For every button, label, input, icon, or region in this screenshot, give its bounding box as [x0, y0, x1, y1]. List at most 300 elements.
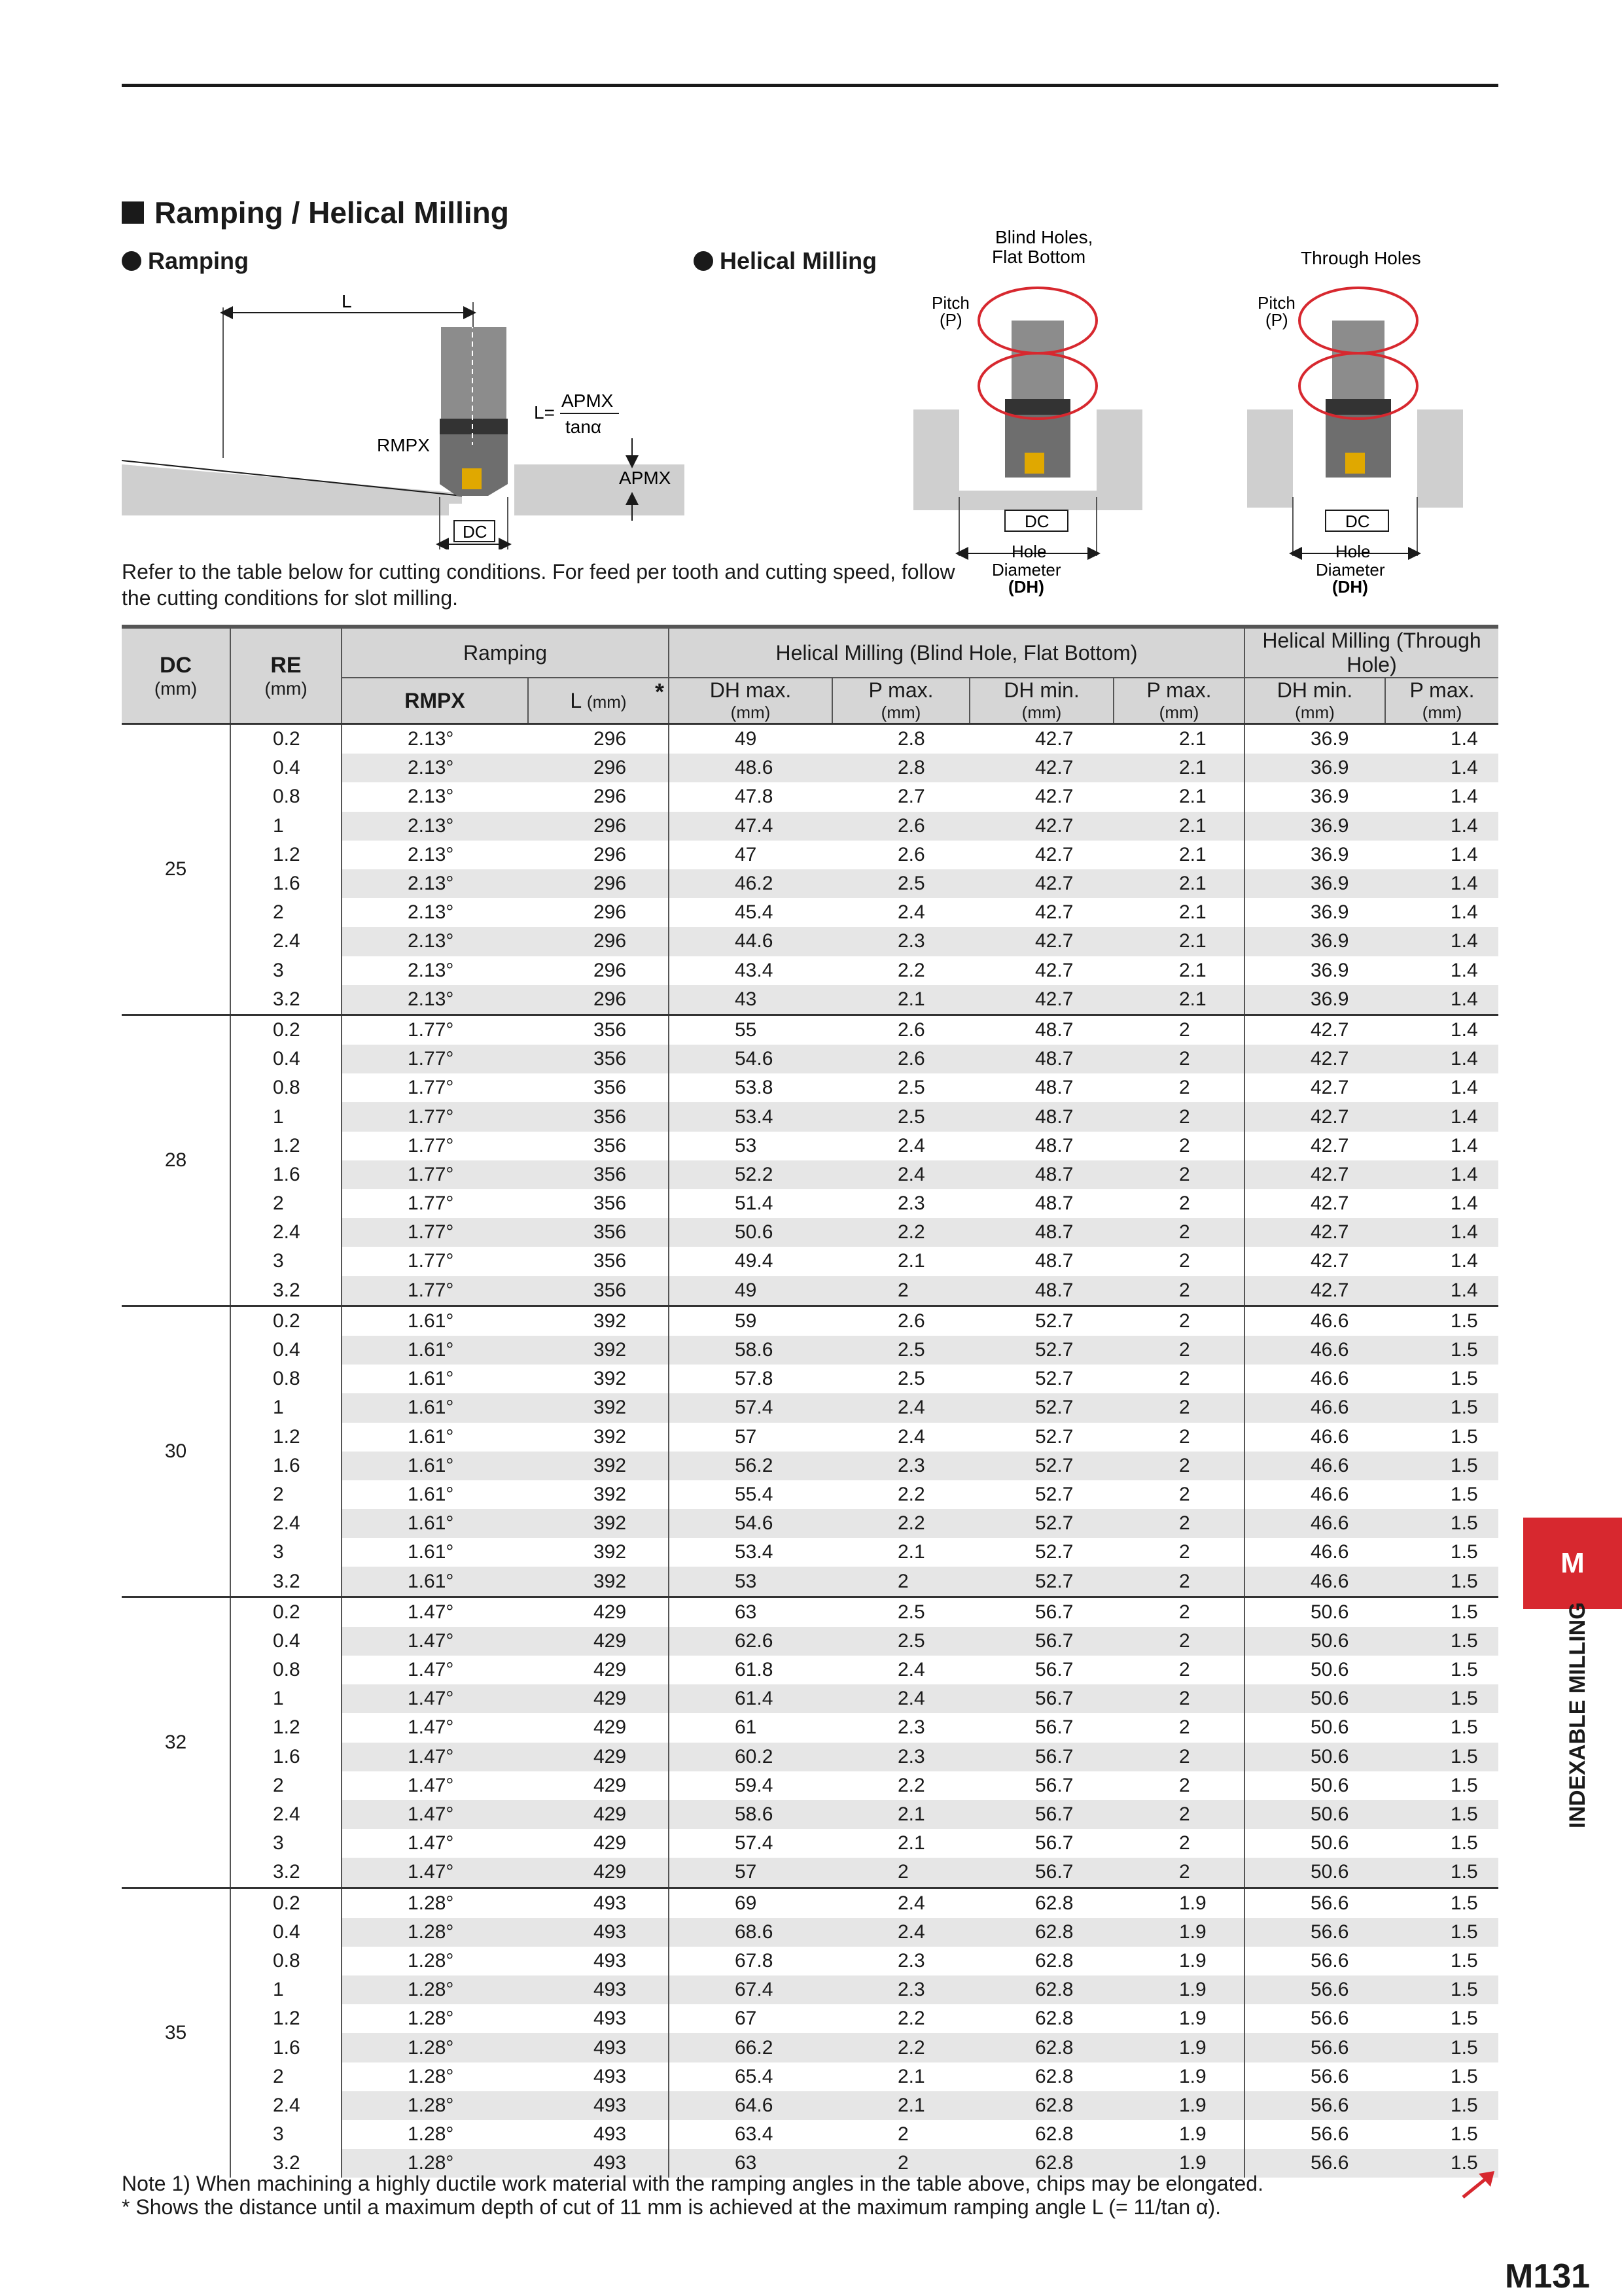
value-cell: 48.7: [970, 1160, 1114, 1189]
table-row: [122, 1713, 1498, 1742]
value-cell: 2: [1114, 1132, 1244, 1160]
value-cell: 52.7: [970, 1393, 1114, 1422]
re-cell: 3: [230, 956, 342, 985]
value-cell: 2.1: [832, 1800, 970, 1829]
table-row: [122, 782, 1498, 811]
value-cell: 51.4: [735, 1192, 773, 1215]
value-cell: 493: [528, 2004, 669, 2033]
value-cell: 46.6: [1311, 1425, 1349, 1448]
value-cell: 1.4: [1451, 843, 1478, 865]
value-cell: 356: [528, 1073, 669, 1102]
section-title-text: Ramping / Helical Milling: [154, 196, 509, 230]
value-cell: 42.7: [1311, 1250, 1349, 1272]
value-cell: 59: [669, 1306, 832, 1336]
value-cell: 46.6: [1244, 1336, 1385, 1365]
value-cell: 53.8: [735, 1077, 773, 1099]
value-cell: 52.7: [1035, 1483, 1074, 1505]
value-cell: 1.5: [1385, 2091, 1498, 2120]
milling-cutter-icon: [1005, 321, 1070, 478]
value-cell: 2.3: [832, 1975, 970, 2004]
value-cell: 493: [528, 1975, 669, 2004]
table-row: [122, 1218, 1498, 1247]
value-cell: 392: [528, 1538, 669, 1567]
table-row: [122, 2062, 1498, 2091]
table-row: [122, 1247, 1498, 1276]
through-title: Through Holes: [1301, 248, 1421, 268]
value-cell: 493: [528, 2149, 669, 2178]
value-cell: 1.77°: [408, 1192, 454, 1215]
value-cell: 2: [1114, 1656, 1244, 1684]
value-cell: 2.2: [832, 1218, 970, 1247]
ramping-diagram: [122, 288, 684, 549]
value-cell: 2.4: [832, 1393, 970, 1422]
table-row: [122, 2033, 1498, 2062]
value-cell: 2.1: [1114, 724, 1244, 754]
value-cell: 2: [1114, 1218, 1244, 1247]
value-cell: 2: [1114, 1713, 1244, 1742]
value-cell: 2.4: [898, 1134, 925, 1157]
value-cell: 56.6: [1311, 2123, 1349, 2146]
value-cell: 1.5: [1451, 1425, 1478, 1448]
table-row: [122, 754, 1498, 782]
table-row: [122, 985, 1498, 1015]
value-cell: 2.5: [898, 1368, 925, 1390]
re-cell: 1.6: [230, 1160, 342, 1189]
value-cell: 2.1: [1114, 869, 1244, 898]
value-cell: 1.4: [1451, 901, 1478, 924]
value-cell: 1.5: [1451, 2065, 1478, 2087]
table-row: [122, 812, 1498, 841]
value-cell: 493: [528, 2062, 669, 2091]
table-row: [122, 1771, 1498, 1800]
value-cell: 49: [735, 728, 757, 750]
value-cell: 63: [669, 2149, 832, 2178]
value-cell: 2.7: [898, 786, 925, 808]
value-cell: 1.5: [1385, 2033, 1498, 2062]
value-cell: 56.7: [970, 1627, 1114, 1656]
re-cell: 2: [230, 898, 342, 927]
dc-cell: 28: [122, 1015, 230, 1306]
value-cell: 1.5: [1385, 1336, 1498, 1365]
table-row: [122, 1567, 1498, 1597]
table-row: [122, 1743, 1498, 1771]
re-cell: 2: [230, 2062, 342, 2091]
pitch-label: Pitch: [932, 293, 970, 313]
value-cell: 296: [528, 754, 669, 782]
value-cell: 2.1: [1114, 985, 1244, 1015]
value-cell: 1.47°: [342, 1858, 528, 1888]
value-cell: 2: [1114, 1045, 1244, 1073]
table-row: [122, 869, 1498, 898]
value-cell: 493: [528, 1947, 669, 1975]
value-cell: 50.6: [1311, 1832, 1349, 1854]
value-cell: 392: [528, 1567, 669, 1597]
value-cell: 36.9: [1311, 786, 1349, 808]
value-cell: 1.28°: [408, 2008, 454, 2030]
hole-label-1: Hole: [1012, 542, 1047, 561]
value-cell: 1.9: [1114, 2120, 1244, 2149]
value-cell: 54.6: [669, 1509, 832, 1538]
section-tab-m: M: [1523, 1518, 1622, 1609]
value-cell: 45.4: [735, 901, 773, 924]
value-cell: 2: [1114, 1800, 1244, 1829]
value-cell: 42.7: [1035, 728, 1074, 750]
value-cell: 42.7: [1311, 1192, 1349, 1215]
value-cell: 1.9: [1114, 1888, 1244, 1918]
value-cell: 42.7: [1244, 1276, 1385, 1306]
table-row: [122, 2120, 1498, 2149]
dc-cell: 35: [122, 1888, 230, 2178]
value-cell: 1.77°: [408, 1250, 454, 1272]
hole-label-2: Diameter: [992, 560, 1061, 580]
value-cell: 429: [528, 1597, 669, 1627]
table-row: [122, 1276, 1498, 1306]
value-cell: 2.2: [898, 1483, 925, 1505]
value-cell: 56.7: [1035, 1716, 1074, 1739]
value-cell: 2.1: [898, 1541, 925, 1563]
value-cell: 1.5: [1385, 2149, 1498, 2178]
re-cell: 1.6: [230, 869, 342, 898]
value-cell: 62.8: [970, 1888, 1114, 1918]
formula-denominator: tanα: [565, 417, 602, 437]
re-cell: 0.4: [230, 1336, 342, 1365]
value-cell: 1.5: [1385, 1888, 1498, 1918]
value-cell: 1.47°: [342, 1743, 528, 1771]
value-cell: 2.13°: [408, 959, 454, 981]
value-cell: 1.4: [1385, 1045, 1498, 1073]
subheading-ramping-text: Ramping: [148, 247, 249, 274]
value-cell: 2: [832, 2149, 970, 2178]
value-cell: 67.4: [669, 1975, 832, 2004]
value-cell: 1.5: [1451, 1483, 1478, 1505]
table-row: [122, 1073, 1498, 1102]
value-cell: 2.1: [1114, 754, 1244, 782]
header-rmpx: RMPX: [342, 678, 528, 724]
table-row: [122, 1800, 1498, 1829]
value-cell: 62.8: [970, 2033, 1114, 2062]
value-cell: 42.7: [970, 869, 1114, 898]
table-row: [122, 2004, 1498, 2033]
value-cell: 2.13°: [408, 843, 454, 865]
value-cell: 2.5: [832, 1336, 970, 1365]
value-cell: 2: [1114, 1160, 1244, 1189]
value-cell: 1.5: [1385, 1306, 1498, 1336]
value-cell: 2.2: [832, 1509, 970, 1538]
value-cell: 2: [1114, 1597, 1244, 1627]
value-cell: 2.5: [898, 1077, 925, 1099]
value-cell: 59.4: [735, 1774, 773, 1796]
value-cell: 2: [832, 1276, 970, 1306]
value-cell: 2.2: [898, 959, 925, 981]
table-row: [122, 1538, 1498, 1567]
header-p-max-blind-2: P max. (mm): [1114, 678, 1244, 724]
value-cell: 1.77°: [342, 1160, 528, 1189]
value-cell: 52.7: [970, 1336, 1114, 1365]
value-cell: 2: [1114, 1423, 1244, 1452]
value-cell: 2.2: [898, 1774, 925, 1796]
value-cell: 2: [1114, 1743, 1244, 1771]
value-cell: 1.5: [1451, 1949, 1478, 1972]
value-cell: 2.4: [832, 1160, 970, 1189]
value-cell: 53.4: [735, 1541, 773, 1563]
table-row: [122, 1160, 1498, 1189]
value-cell: 1.47°: [342, 1627, 528, 1656]
value-cell: 36.9: [1244, 869, 1385, 898]
value-cell: 1.61°: [408, 1541, 454, 1563]
value-cell: 1.4: [1385, 985, 1498, 1015]
value-cell: 2.1: [1114, 927, 1244, 956]
value-cell: 1.28°: [408, 1949, 454, 1972]
value-cell: 2.3: [898, 1192, 925, 1215]
value-cell: 44.6: [669, 927, 832, 956]
value-cell: 61.4: [669, 1684, 832, 1713]
value-cell: 2.6: [832, 1045, 970, 1073]
value-cell: 2.6: [832, 1306, 970, 1336]
value-cell: 50.6: [1244, 1597, 1385, 1627]
table-row: [122, 1597, 1498, 1627]
value-cell: 2.3: [832, 1452, 970, 1480]
value-cell: 2.1: [898, 2065, 925, 2087]
value-cell: 1.61°: [408, 1483, 454, 1505]
value-cell: 2.13°: [342, 985, 528, 1015]
value-cell: 62.8: [1035, 2065, 1074, 2087]
value-cell: 52.7: [1035, 1425, 1074, 1448]
value-cell: 2.1: [1114, 841, 1244, 869]
value-cell: 57: [735, 1425, 757, 1448]
value-cell: 42.7: [970, 754, 1114, 782]
subheading-ramping: [122, 247, 249, 275]
asterisk-mark: *: [654, 678, 664, 705]
table-row: [122, 2091, 1498, 2120]
value-cell: 1.47°: [342, 1800, 528, 1829]
value-cell: 62.8: [970, 1975, 1114, 2004]
value-cell: 48.6: [669, 754, 832, 782]
value-cell: 2.4: [898, 1659, 925, 1681]
subheading-helical-text: Helical Milling: [720, 247, 877, 274]
value-cell: 42.7: [1311, 1134, 1349, 1157]
label-RMPX: RMPX: [377, 435, 430, 455]
hole-label-3: (DH): [1332, 577, 1368, 597]
value-cell: 69: [669, 1888, 832, 1918]
value-cell: 46.6: [1311, 1541, 1349, 1563]
value-cell: 50.6: [1244, 1684, 1385, 1713]
value-cell: 36.9: [1244, 985, 1385, 1015]
note-2: * Shows the distance until a maximum depth of cut of 11 mm is achieved at the maximum ramping angle L (= 11/tan α).: [122, 2195, 1222, 2219]
header-re: RE (mm): [230, 627, 342, 724]
value-cell: 1.47°: [408, 1716, 454, 1739]
value-cell: 56.6: [1244, 1975, 1385, 2004]
value-cell: 57.8: [735, 1368, 773, 1390]
value-cell: 2.5: [832, 1627, 970, 1656]
re-cell: 3: [230, 1538, 342, 1567]
value-cell: 296: [528, 782, 669, 811]
value-cell: 1.28°: [342, 1888, 528, 1918]
value-cell: 2: [1114, 1247, 1244, 1276]
header-helical-blind: Helical Milling (Blind Hole, Flat Bottom): [669, 627, 1244, 678]
value-cell: 2.1: [832, 985, 970, 1015]
value-cell: 42.7: [1035, 959, 1074, 981]
value-cell: 56.6: [1244, 1888, 1385, 1918]
header-p-max-through: P max. (mm): [1409, 678, 1475, 722]
value-cell: 1.5: [1385, 1597, 1498, 1627]
value-cell: 2: [1114, 1276, 1244, 1306]
value-cell: 296: [528, 869, 669, 898]
value-cell: 36.9: [1244, 927, 1385, 956]
value-cell: 1.9: [1114, 2091, 1244, 2120]
value-cell: 1.77°: [408, 1134, 454, 1157]
value-cell: 1.4: [1451, 1192, 1478, 1215]
value-cell: 2.4: [832, 1888, 970, 1918]
value-cell: 2: [1114, 1452, 1244, 1480]
value-cell: 36.9: [1311, 959, 1349, 981]
value-cell: 1.9: [1114, 1975, 1244, 2004]
table-row: [122, 898, 1498, 927]
table-row: [122, 1452, 1498, 1480]
table-row: [122, 1393, 1498, 1422]
value-cell: 62.8: [1035, 2123, 1074, 2146]
table-row: [122, 1132, 1498, 1160]
value-cell: 356: [528, 1189, 669, 1218]
circle-bullet-icon: [122, 251, 141, 271]
value-cell: 2.3: [898, 1949, 925, 1972]
value-cell: 66.2: [669, 2033, 832, 2062]
value-cell: 43.4: [735, 959, 773, 981]
value-cell: 48.7: [1035, 1134, 1074, 1157]
value-cell: 429: [528, 1800, 669, 1829]
value-cell: 2: [898, 2123, 909, 2146]
value-cell: 2.1: [832, 2091, 970, 2120]
label-APMX: APMX: [619, 468, 671, 488]
value-cell: 1.28°: [342, 1918, 528, 1947]
value-cell: 49.4: [735, 1250, 773, 1272]
value-cell: 61.8: [735, 1659, 773, 1681]
value-cell: 1.5: [1385, 1452, 1498, 1480]
table-row: [122, 1947, 1498, 1975]
value-cell: 61: [735, 1716, 757, 1739]
value-cell: 2.13°: [408, 901, 454, 924]
value-cell: 1.47°: [342, 1597, 528, 1627]
header-dh-min-through: DH min. (mm): [1244, 678, 1385, 724]
value-cell: 65.4: [735, 2065, 773, 2087]
milling-cutter-icon: [440, 314, 508, 496]
value-cell: 63: [669, 1597, 832, 1627]
value-cell: 56.6: [1311, 2008, 1349, 2030]
value-cell: 2.1: [1114, 898, 1244, 927]
value-cell: 1.61°: [408, 1425, 454, 1448]
value-cell: 57.4: [669, 1393, 832, 1422]
value-cell: 1.47°: [342, 1684, 528, 1713]
header-dh-max-blind: DH max. (mm): [669, 678, 832, 724]
value-cell: 429: [528, 1771, 669, 1800]
table-row: [122, 1306, 1498, 1336]
value-cell: 1.61°: [342, 1567, 528, 1597]
value-cell: 2: [1114, 1306, 1244, 1336]
re-cell: 0.4: [230, 1918, 342, 1947]
re-cell: 0.8: [230, 782, 342, 811]
value-cell: 2.4: [832, 1918, 970, 1947]
value-cell: 2: [832, 1567, 970, 1597]
arrow-icon: [1459, 2168, 1498, 2201]
value-cell: 57: [669, 1858, 832, 1888]
value-cell: 55: [669, 1015, 832, 1045]
value-cell: 1.9: [1114, 2149, 1244, 2178]
label-DC: DC: [1025, 512, 1049, 531]
value-cell: 2.4: [898, 901, 925, 924]
table-row: [122, 1829, 1498, 1858]
re-cell: 2: [230, 1771, 342, 1800]
value-cell: 493: [528, 2091, 669, 2120]
value-cell: 47.8: [735, 786, 773, 808]
value-cell: 429: [528, 1627, 669, 1656]
value-cell: 52.7: [1035, 1368, 1074, 1390]
value-cell: 429: [528, 1713, 669, 1742]
value-cell: 56.7: [970, 1858, 1114, 1888]
formula-lhs: L=: [534, 402, 555, 423]
value-cell: 429: [528, 1829, 669, 1858]
re-cell: 3.2: [230, 1858, 342, 1888]
re-cell: 3: [230, 2120, 342, 2149]
value-cell: 1.9: [1114, 2033, 1244, 2062]
value-cell: 55.4: [735, 1483, 773, 1505]
value-cell: 48.7: [1035, 1192, 1074, 1215]
value-cell: 1.77°: [408, 1077, 454, 1099]
value-cell: 56.2: [669, 1452, 832, 1480]
value-cell: 392: [528, 1306, 669, 1336]
value-cell: 493: [528, 2033, 669, 2062]
re-cell: 3: [230, 1829, 342, 1858]
value-cell: 58.6: [669, 1800, 832, 1829]
value-cell: 54.6: [669, 1045, 832, 1073]
value-cell: 56.7: [970, 1743, 1114, 1771]
value-cell: 356: [528, 1102, 669, 1131]
value-cell: 1.5: [1385, 1567, 1498, 1597]
table-row: [122, 1189, 1498, 1218]
re-cell: 2.4: [230, 927, 342, 956]
value-cell: 2.13°: [342, 754, 528, 782]
value-cell: 2.2: [898, 2008, 925, 2030]
header-l: L (mm) *: [528, 678, 669, 724]
value-cell: 2.13°: [342, 927, 528, 956]
value-cell: 2: [1114, 1365, 1244, 1393]
table-row: [122, 927, 1498, 956]
table-row: [122, 1684, 1498, 1713]
value-cell: 1.4: [1385, 869, 1498, 898]
value-cell: 1.61°: [342, 1306, 528, 1336]
circle-bullet-icon: [694, 251, 713, 271]
table-row: [122, 1509, 1498, 1538]
value-cell: 356: [528, 1247, 669, 1276]
value-cell: 1.4: [1451, 959, 1478, 981]
value-cell: 2.1: [1114, 782, 1244, 811]
value-cell: 356: [528, 1045, 669, 1073]
value-cell: 56.7: [1035, 1774, 1074, 1796]
value-cell: 67: [735, 2008, 757, 2030]
value-cell: 1.4: [1385, 1218, 1498, 1247]
value-cell: 1.5: [1385, 1627, 1498, 1656]
milling-cutter-icon: [1326, 321, 1391, 478]
value-cell: 1.5: [1385, 1393, 1498, 1422]
value-cell: 429: [528, 1656, 669, 1684]
value-cell: 2.2: [832, 2033, 970, 2062]
value-cell: 42.7: [1035, 843, 1074, 865]
value-cell: 1.4: [1451, 1250, 1478, 1272]
value-cell: 1.61°: [408, 1368, 454, 1390]
re-cell: 1: [230, 1975, 342, 2004]
value-cell: 50.6: [669, 1218, 832, 1247]
value-cell: 50.6: [1244, 1800, 1385, 1829]
re-cell: 2.4: [230, 1800, 342, 1829]
value-cell: 52.7: [1035, 1541, 1074, 1563]
